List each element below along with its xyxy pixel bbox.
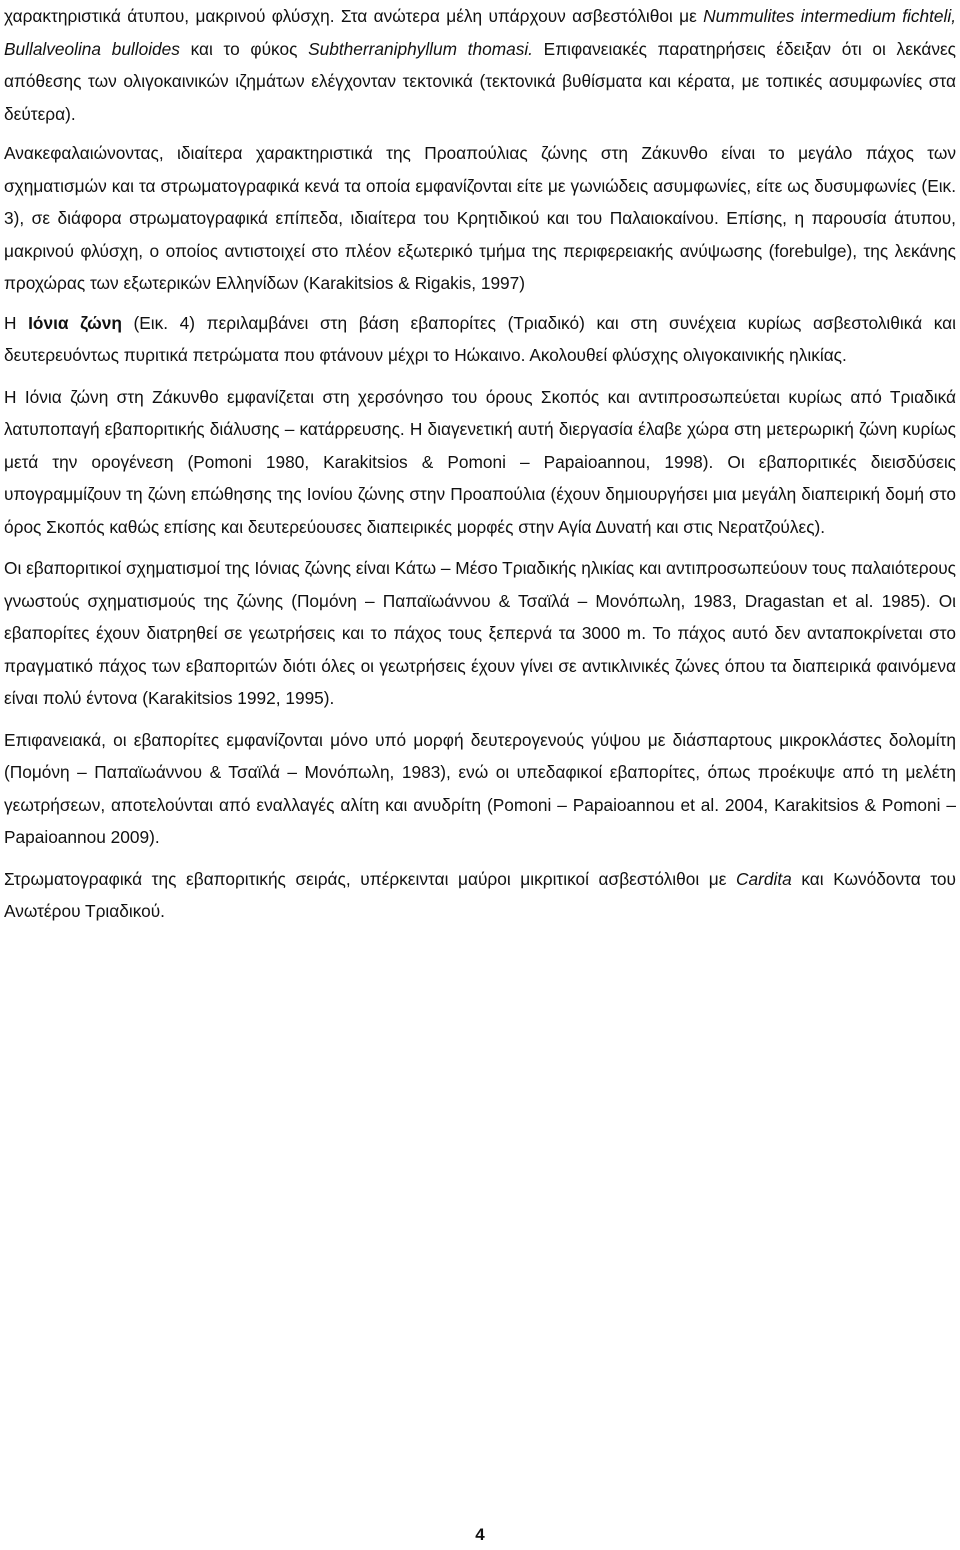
text-run: Στρωματογραφικά της εβαποριτικής σειράς, υπέρκεινται μαύροι μικριτικοί ασβεστόλιθοι με: [4, 868, 737, 889]
text-run: και το φύκος: [179, 38, 309, 59]
text-run: Η: [4, 312, 29, 333]
page-number: 4: [475, 1525, 485, 1544]
paragraph-ionian-zakynthos: Η Ιόνια ζώνη στη Ζάκυνθο εμφανίζεται στη χερσόνησο του όρους Σκοπός και αντιπροσωπεύεται κυρίως από Τριαδικά λατυποπαγή εβαποριτικής διάλυσης – κατάρρευσης. Η διαγενετική αυτή διεργασία έλαβε χώρα στη μετερωρική ζώνη κυρίως μετά την ορογένεση (Pomoni 1980, Karakitsios & Pomoni – Papaioannou, 1998). Οι εβαποριτικές διεισδύσεις υπογραμμίζουν τη ζώνη επώθησης της Ιονίου ζώνης στην Προαπούλια (έχουν δημιουργήσει μια μεγάλη διαπειρική δομή στο όρος Σκοπός καθώς επίσης και δευτερεύουσες διαπειρικές μορφές στην Αγία Δυνατή και στις Νερατζούλες).: [4, 386, 956, 537]
paragraph-ionian-zone-intro: [4, 307, 956, 372]
italic-taxon: Cardita: [736, 868, 792, 889]
paragraph-stratigraphy: [4, 863, 956, 928]
paragraph-proapoulia-oligocene: [4, 0, 956, 130]
text-run: χαρακτηριστικά άτυπου, μακρινού φλύσχη. Στα ανώτερα μέλη υπάρχουν ασβεστόλιθοι με: [4, 6, 704, 26]
paragraph-surface-evaporites: Επιφανειακά, οι εβαπορίτες εμφανίζονται μόνο υπό μορφή δευτερογενούς γύψου με διάσπαρτους μικροκλάστες δολομίτη (Πομόνη – Παπαϊωάννου & Τσαϊλά – Μονόπωλη, 1983), ενώ οι υπεδαφικοί εβαπορίτες, όπως προέκυψε από τη μελέτη γεωτρήσεων, αποτελούνται από εναλλαγές αλίτη και ανυδρίτη (Pomoni – Papaioannou et al. 2004, Karakitsios & Pomoni – Papaioannou 2009).: [4, 729, 956, 847]
text-run: και Κωνόδοντα του Ανωτέρου Τριαδικού.: [4, 868, 956, 921]
paragraph-evaporite-formations: Οι εβαποριτικοί σχηματισμοί της Ιόνιας ζώνης είναι Κάτω – Μέσο Τριαδικής ηλικίας και αντιπροσωπεύουν τους παλαιότερους γνωστούς σχηματισμούς της ζώνης (Πομόνη – Παπαϊωάννου & Τσαϊλά – Μονόπωλη, 1983, Dragastan et al. 1985). Οι εβαπορίτες έχουν διατρηθεί σε γεωτρήσεις και το πάχος τους ξεπερνά τα 3000 m. Το πάχος αυτό δεν ανταποκρίνεται στο πραγματικό πάχος των εβαποριτών διότι όλες οι γεωτρήσεις έχουν γίνει σε αντικλινικές ζώνες όπου τα διαπειρικά φαινόμενα είναι πολύ έντονα (Karakitsios 1992, 1995).: [4, 558, 956, 708]
bold-term-ionian-zone: Ιόνια ζώνη: [28, 312, 122, 333]
italic-taxa: Nummulites intermedium fichteli, Bullalveolina bulloides: [4, 6, 956, 59]
italic-taxon: Subtherraniphyllum thomasi.: [308, 38, 533, 59]
text-run: Επιφανειακές παρατηρήσεις έδειξαν ότι οι λεκάνες απόθεσης των ολιγοκαινικών ιζημάτων ελέγχονταν τεκτονικά (τεκτονικά βυθίσματα και κέρατα, με τοπικές ασυμφωνίες στα δεύτερα).: [4, 38, 956, 124]
paragraph-summary: Ανακεφαλαιώνοντας, ιδιαίτερα χαρακτηριστικά της Προαπούλιας ζώνης στη Ζάκυνθο είναι το μεγάλο πάχος των σχηματισμών και τα στρωματογραφικά κενά τα οποία εμφανίζονται είτε με γωνιώδεις ασυμφωνίες, είτε ως δυσυμφωνίες (Εικ. 3), σε διάφορα στρωματογραφικά επίπεδα, ιδιαίτερα του Κρητιδικού και του Παλαιοκαίνου. Επίσης, η παρουσία άτυπου, μακρινού φλύσχη, ο οποίος αντιστοιχεί στο πλέον εξωτερικό τμήμα της περιφερειακής ανύψωσης (forebulge), της λεκάνης προχώρας των εξωτερικών Ελληνίδων (Karakitsios & Rigakis, 1997): [4, 143, 956, 293]
text-run: (Εικ. 4) περιλαμβάνει στη βάση εβαπορίτες (Τριαδικό) και στη συνέχεια κυρίως ασβεστολιθικά και δευτερευόντως πυριτικά πετρώματα που φτάνουν μέχρι το Ηώκαινο. Ακολουθεί φλύσχης ολιγοκαινικής ηλικίας.: [4, 312, 957, 365]
